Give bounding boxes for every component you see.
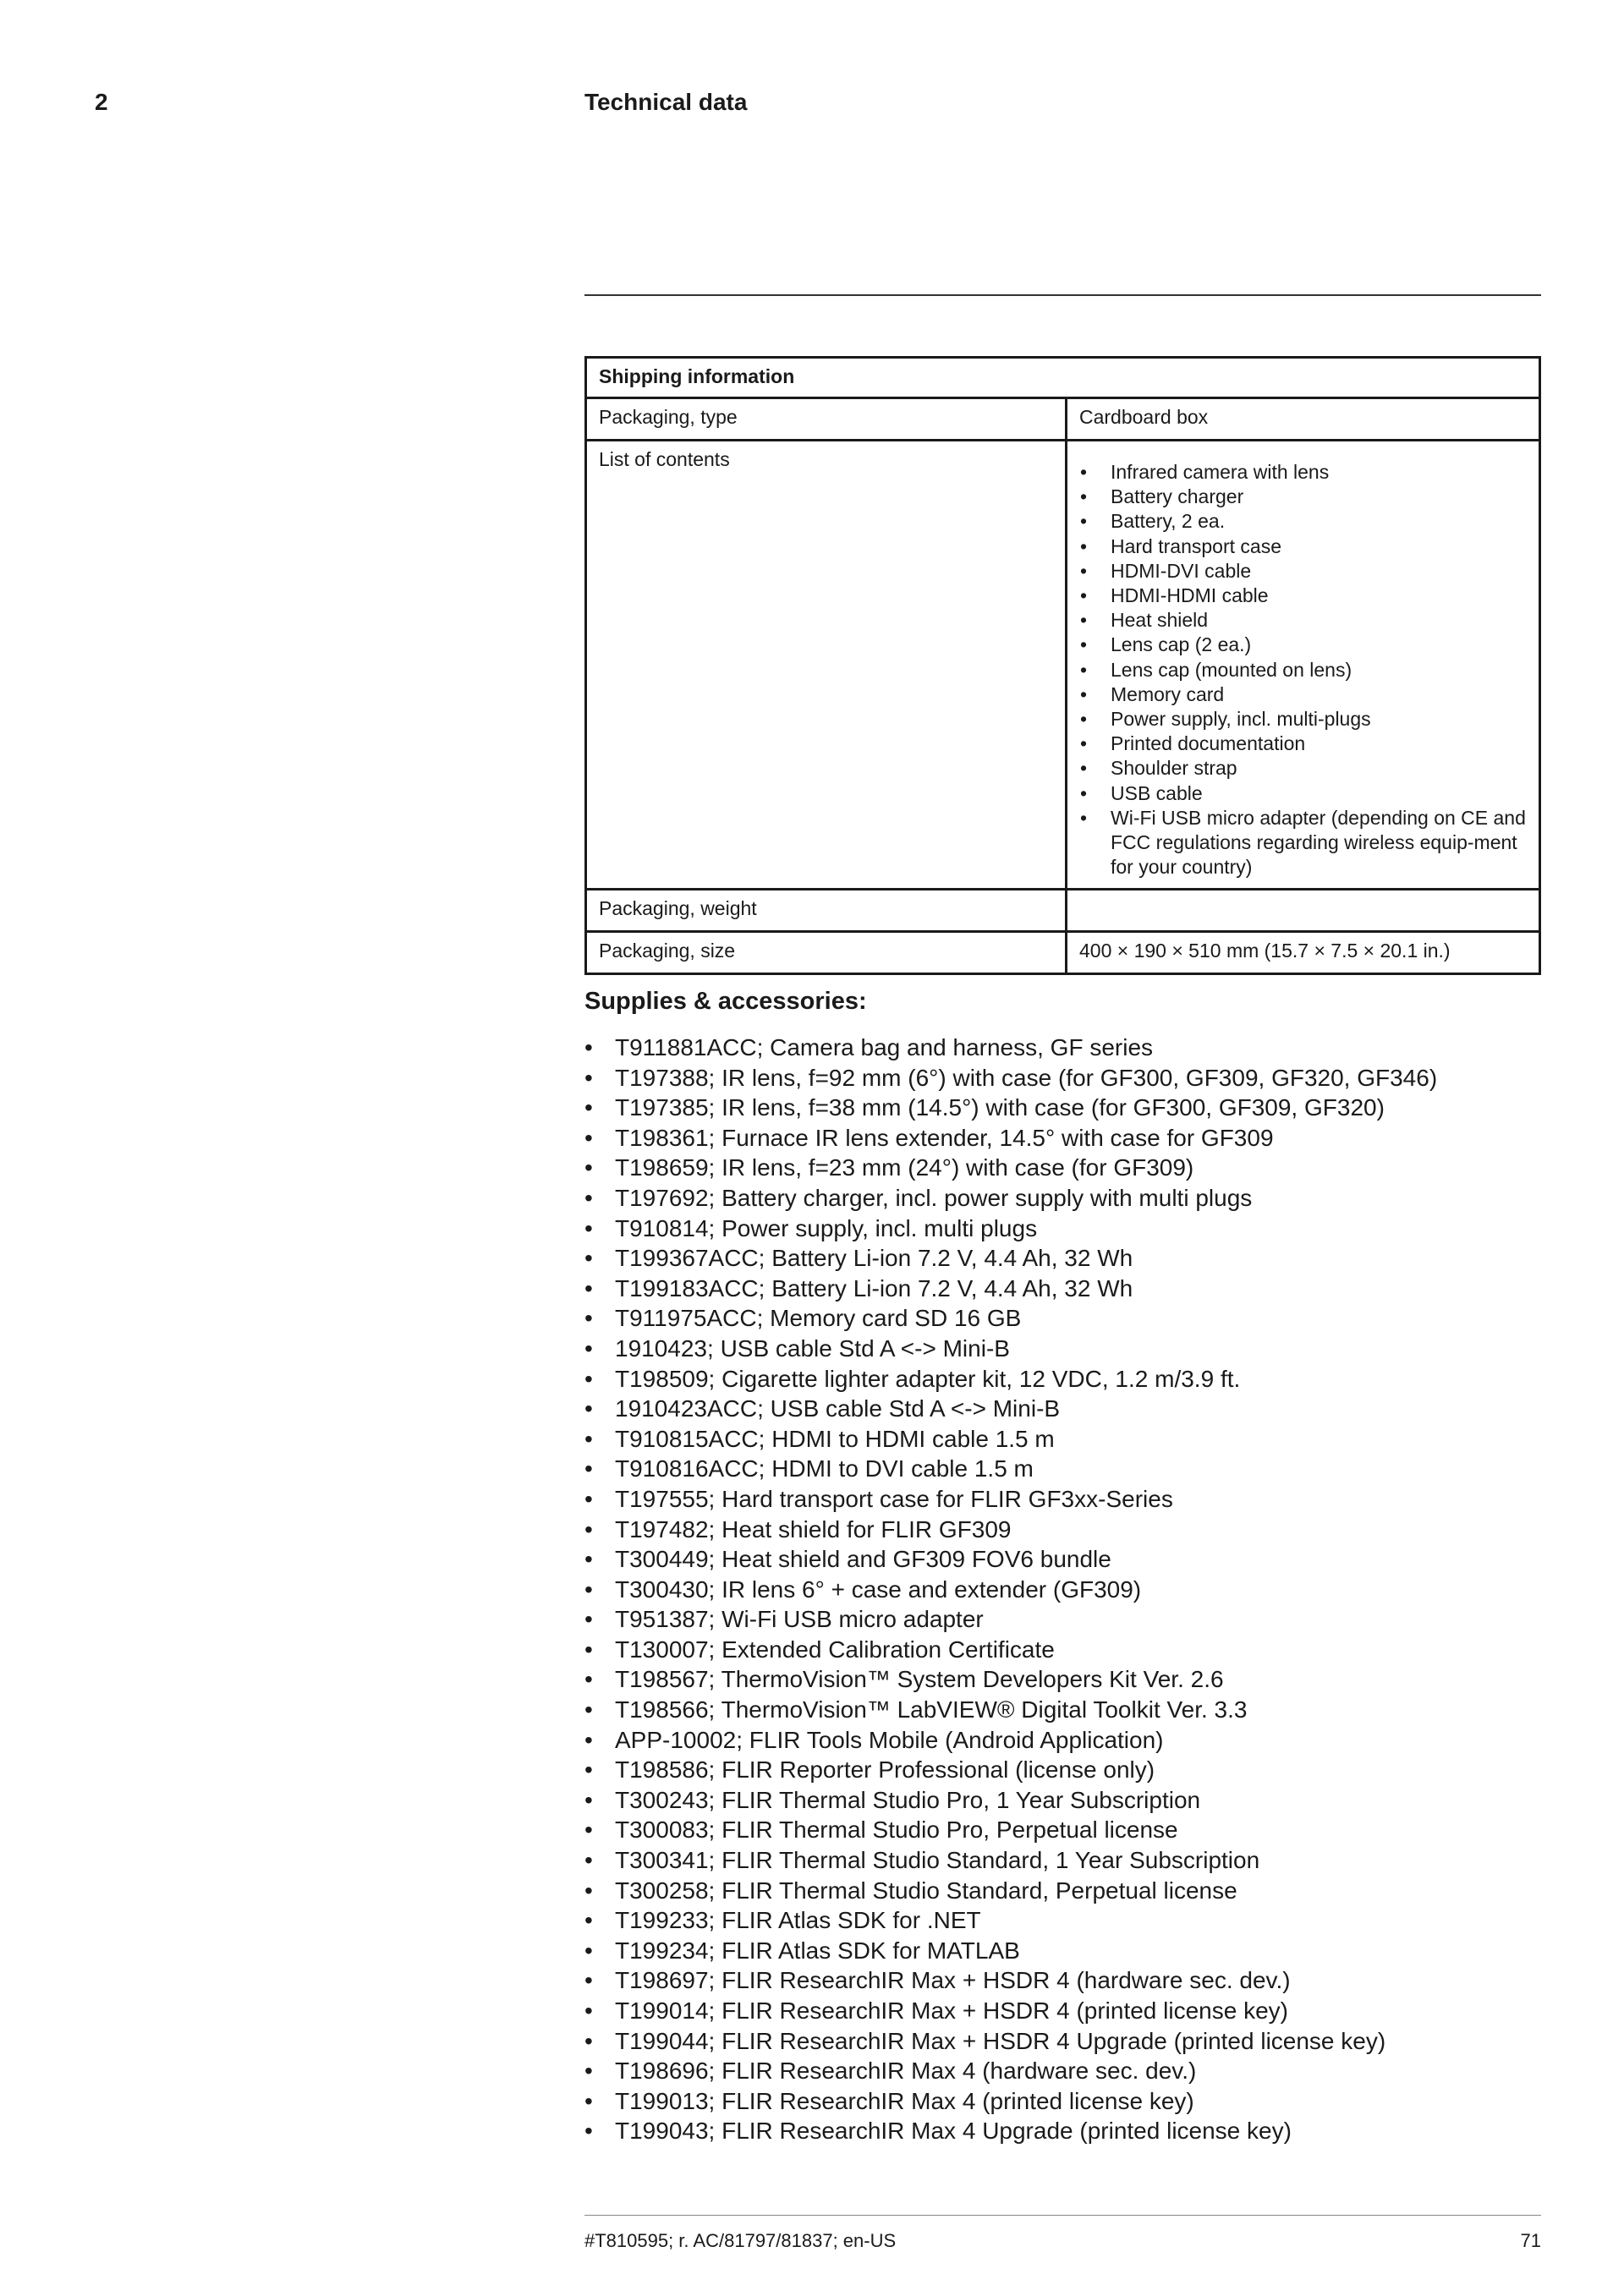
packaging-weight-value: [1067, 890, 1540, 932]
supplies-item-text: T198697; FLIR ResearchIR Max + HSDR 4 (hardware sec. dev.): [615, 1967, 1291, 1994]
supplies-heading: Supplies & accessories:: [584, 988, 867, 1015]
supplies-item-text: 1910423ACC; USB cable Std A <-> Mini-B: [615, 1395, 1061, 1422]
bullet-icon: •: [584, 1214, 593, 1241]
supplies-item: [584, 1093, 1437, 1123]
bullet-icon: •: [584, 1786, 593, 1813]
supplies-item-text: T951387; Wi-Fi USB micro adapter: [615, 1606, 984, 1633]
contents-item-text: Power supply, incl. multi-plugs: [1111, 708, 1371, 731]
supplies-item: [584, 1725, 1437, 1756]
supplies-item: [584, 1153, 1437, 1183]
contents-item-text: Battery, 2 ea.: [1111, 510, 1226, 533]
bullet-icon: •: [584, 1696, 593, 1723]
bullet-icon: •: [584, 1726, 593, 1753]
supplies-item: [584, 1845, 1437, 1876]
contents-item: [1079, 682, 1527, 707]
bullet-icon: •: [584, 1756, 593, 1784]
bullet-icon: •: [584, 1395, 593, 1422]
bullet-icon: •: [584, 1575, 593, 1603]
bullet-icon: •: [584, 1967, 593, 1994]
supplies-item: [584, 1575, 1437, 1605]
supplies-item-text: T199367ACC; Battery Li-ion 7.2 V, 4.4 Ah, 32 Wh: [615, 1245, 1133, 1272]
bullet-icon: •: [1080, 682, 1088, 705]
contents-item: [1079, 707, 1527, 732]
bullet-icon: •: [584, 1485, 593, 1512]
supplies-item-text: T198659; IR lens, f=23 mm (24°) with case (for GF309): [615, 1154, 1194, 1181]
table-title: Shipping information: [586, 358, 1540, 398]
supplies-item-text: T911975ACC; Memory card SD 16 GB: [615, 1305, 1022, 1332]
bullet-icon: •: [1080, 534, 1088, 557]
bullet-icon: •: [1080, 485, 1088, 508]
supplies-item-text: T300430; IR lens 6° + case and extender (GF309): [615, 1575, 1142, 1603]
supplies-item: [584, 1183, 1437, 1214]
bullet-icon: •: [584, 2027, 593, 2054]
supplies-item: [584, 1214, 1437, 1244]
supplies-item-text: T199234; FLIR Atlas SDK for MATLAB: [615, 1937, 1020, 1964]
packaging-size-value: 400 × 190 × 510 mm (15.7 × 7.5 × 20.1 in.): [1067, 932, 1540, 974]
bullet-icon: •: [584, 1425, 593, 1452]
supplies-item-text: T199044; FLIR ResearchIR Max + HSDR 4 Upgrade (printed license key): [615, 2027, 1386, 2054]
supplies-item-text: T300258; FLIR Thermal Studio Standard, Perpetual license: [615, 1877, 1237, 1904]
bottom-divider: [584, 2215, 1541, 2216]
supplies-item: [584, 1033, 1437, 1063]
supplies-item-text: T300449; Heat shield and GF309 FOV6 bundle: [615, 1546, 1111, 1573]
supplies-item: [584, 1454, 1437, 1484]
contents-item: [1079, 485, 1527, 509]
supplies-item: [584, 1123, 1437, 1153]
contents-item: [1079, 608, 1527, 633]
supplies-item: [584, 2086, 1437, 2117]
supplies-item-text: T198509; Cigarette lighter adapter kit, 12 VDC, 1.2 m/3.9 ft.: [615, 1365, 1241, 1392]
bullet-icon: •: [584, 1515, 593, 1543]
supplies-item-text: T197555; Hard transport case for FLIR GF3xx-Series: [615, 1485, 1173, 1512]
bullet-icon: •: [1080, 732, 1088, 755]
bullet-icon: •: [1080, 806, 1088, 829]
contents-item: [1079, 732, 1527, 756]
contents-item-text: Infrared camera with lens: [1111, 461, 1330, 483]
bullet-icon: •: [584, 1817, 593, 1844]
bullet-icon: •: [584, 2087, 593, 2114]
bullet-icon: •: [584, 1184, 593, 1211]
supplies-item-text: APP-10002; FLIR Tools Mobile (Android Application): [615, 1726, 1164, 1753]
supplies-item: [584, 1364, 1437, 1395]
supplies-item-text: T910814; Power supply, incl. multi plugs: [615, 1214, 1038, 1241]
supplies-item-text: T911881ACC; Camera bag and harness, GF series: [615, 1034, 1154, 1060]
supplies-item-text: T199013; FLIR ResearchIR Max 4 (printed license key): [615, 2087, 1194, 2114]
supplies-item: [584, 2116, 1437, 2146]
bullet-icon: •: [584, 1305, 593, 1332]
contents-item: [1079, 633, 1527, 657]
contents-item: [1079, 781, 1527, 806]
bullet-icon: •: [584, 1546, 593, 1573]
contents-item-text: HDMI-HDMI cable: [1111, 584, 1269, 607]
contents-item-text: Wi-Fi USB micro adapter (depending on CE and FCC regulations regarding wireless equip-ment for your country): [1111, 806, 1526, 879]
contents-item-text: USB cable: [1111, 781, 1203, 804]
supplies-list: [584, 1033, 1437, 2146]
supplies-item-text: T300341; FLIR Thermal Studio Standard, 1 Year Subscription: [615, 1847, 1260, 1874]
supplies-item: [584, 1424, 1437, 1455]
contents-item: [1079, 584, 1527, 608]
bullet-icon: •: [1080, 781, 1088, 804]
bullet-icon: •: [1080, 658, 1088, 681]
packaging-type-label: Packaging, type: [586, 398, 1067, 441]
bullet-icon: •: [584, 1154, 593, 1181]
bullet-icon: •: [584, 1245, 593, 1272]
bullet-icon: •: [584, 2118, 593, 2145]
bullet-icon: •: [584, 1064, 593, 1091]
contents-item-text: Printed documentation: [1111, 732, 1306, 755]
contents-item-text: Lens cap (2 ea.): [1111, 633, 1252, 656]
supplies-item-text: T300243; FLIR Thermal Studio Pro, 1 Year Subscription: [615, 1786, 1201, 1813]
supplies-item: [584, 1664, 1437, 1695]
supplies-item-text: T197692; Battery charger, incl. power supply with multi plugs: [615, 1184, 1253, 1211]
bullet-icon: •: [1080, 609, 1088, 632]
supplies-item-text: T198567; ThermoVision™ System Developers Kit Ver. 2.6: [615, 1666, 1224, 1693]
contents-item: [1079, 509, 1527, 534]
supplies-item: [584, 1394, 1437, 1424]
bullet-icon: •: [584, 1094, 593, 1121]
contents-item: [1079, 658, 1527, 682]
contents-item-text: Heat shield: [1111, 609, 1209, 632]
supplies-item-text: T199043; FLIR ResearchIR Max 4 Upgrade (printed license key): [615, 2118, 1292, 2145]
top-divider: [584, 294, 1541, 296]
contents-item-text: Battery charger: [1111, 485, 1244, 508]
supplies-item: [584, 1484, 1437, 1515]
supplies-item: [584, 1243, 1437, 1274]
supplies-item-text: T910815ACC; HDMI to HDMI cable 1.5 m: [615, 1425, 1055, 1452]
bullet-icon: •: [584, 1334, 593, 1362]
bullet-icon: •: [1080, 559, 1088, 582]
bullet-icon: •: [584, 1997, 593, 2024]
supplies-item-text: T130007; Extended Calibration Certificate: [615, 1636, 1055, 1663]
supplies-item: [584, 1815, 1437, 1845]
supplies-item: [584, 1996, 1437, 2026]
packaging-weight-label: Packaging, weight: [586, 890, 1067, 932]
packaging-size-label: Packaging, size: [586, 932, 1067, 974]
supplies-item-text: T910816ACC; HDMI to DVI cable 1.5 m: [615, 1455, 1034, 1482]
supplies-item-text: T199233; FLIR Atlas SDK for .NET: [615, 1907, 981, 1934]
contents-item: [1079, 460, 1527, 485]
supplies-item-text: T198696; FLIR ResearchIR Max 4 (hardware sec. dev.): [615, 2058, 1197, 2085]
supplies-item-text: T197482; Heat shield for FLIR GF309: [615, 1515, 1012, 1543]
bullet-icon: •: [584, 1606, 593, 1633]
supplies-item-text: T199183ACC; Battery Li-ion 7.2 V, 4.4 Ah, 32 Wh: [615, 1274, 1133, 1301]
bullet-icon: •: [1080, 757, 1088, 780]
table-row: [586, 398, 1540, 441]
contents-list: [1079, 460, 1527, 879]
supplies-item-text: T198566; ThermoVision™ LabVIEW® Digital Toolkit Ver. 3.3: [615, 1696, 1248, 1723]
supplies-item: [584, 1303, 1437, 1334]
bullet-icon: •: [1080, 510, 1088, 533]
contents-cell: [1067, 441, 1540, 890]
table-row: [586, 890, 1540, 932]
bullet-icon: •: [584, 1877, 593, 1904]
shipping-information-table: [584, 356, 1541, 975]
supplies-item: [584, 1274, 1437, 1304]
contents-item-text: Lens cap (mounted on lens): [1111, 658, 1352, 681]
supplies-item: [584, 1334, 1437, 1364]
supplies-item: [584, 1515, 1437, 1545]
supplies-item-text: T197388; IR lens, f=92 mm (6°) with case (for GF300, GF309, GF320, GF346): [615, 1064, 1438, 1091]
supplies-item: [584, 1604, 1437, 1635]
contents-item-text: Memory card: [1111, 682, 1225, 705]
supplies-item: [584, 1785, 1437, 1816]
chapter-number: 2: [95, 89, 108, 115]
bullet-icon: •: [584, 1455, 593, 1482]
supplies-item: [584, 1695, 1437, 1725]
contents-item: [1079, 806, 1527, 880]
chapter-title: Technical data: [584, 89, 748, 115]
bullet-icon: •: [1080, 708, 1088, 731]
supplies-item: [584, 1876, 1437, 1906]
contents-item: [1079, 559, 1527, 584]
bullet-icon: •: [584, 1847, 593, 1874]
bullet-icon: •: [584, 1124, 593, 1151]
table-header-row: [586, 358, 1540, 398]
supplies-item-text: T198586; FLIR Reporter Professional (license only): [615, 1756, 1155, 1784]
supplies-item: [584, 2026, 1437, 2057]
bullet-icon: •: [584, 1274, 593, 1301]
supplies-item-text: T198361; Furnace IR lens extender, 14.5° with case for GF309: [615, 1124, 1274, 1151]
contents-item: [1079, 534, 1527, 559]
supplies-item: [584, 1905, 1437, 1936]
bullet-icon: •: [584, 1034, 593, 1060]
bullet-icon: •: [584, 1365, 593, 1392]
contents-item: [1079, 756, 1527, 781]
supplies-item: [584, 2056, 1437, 2086]
bullet-icon: •: [584, 1937, 593, 1964]
footer-reference: #T810595; r. AC/81797/81837; en-US: [584, 2230, 897, 2251]
bullet-icon: •: [584, 2058, 593, 2085]
contents-item-text: Hard transport case: [1111, 534, 1281, 557]
supplies-item: [584, 1544, 1437, 1575]
supplies-item: [584, 1965, 1437, 1996]
contents-item-text: Shoulder strap: [1111, 757, 1237, 780]
contents-label: List of contents: [586, 441, 1067, 890]
supplies-item: [584, 1936, 1437, 1966]
table-row: [586, 441, 1540, 890]
supplies-item: [584, 1635, 1437, 1665]
bullet-icon: •: [1080, 584, 1088, 607]
supplies-item-text: T197385; IR lens, f=38 mm (14.5°) with case (for GF300, GF309, GF320): [615, 1094, 1385, 1121]
supplies-item-text: T300083; FLIR Thermal Studio Pro, Perpetual license: [615, 1817, 1178, 1844]
bullet-icon: •: [1080, 461, 1088, 483]
table-row: [586, 932, 1540, 974]
bullet-icon: •: [584, 1636, 593, 1663]
supplies-item-text: T199014; FLIR ResearchIR Max + HSDR 4 (printed license key): [615, 1997, 1288, 2024]
supplies-item: [584, 1063, 1437, 1093]
bullet-icon: •: [584, 1666, 593, 1693]
contents-item-text: HDMI-DVI cable: [1111, 559, 1252, 582]
packaging-type-value: Cardboard box: [1067, 398, 1540, 441]
page-number: 71: [1520, 2230, 1541, 2251]
supplies-item: [584, 1755, 1437, 1785]
bullet-icon: •: [584, 1907, 593, 1934]
bullet-icon: •: [1080, 633, 1088, 656]
supplies-item-text: 1910423; USB cable Std A <-> Mini-B: [615, 1334, 1010, 1362]
